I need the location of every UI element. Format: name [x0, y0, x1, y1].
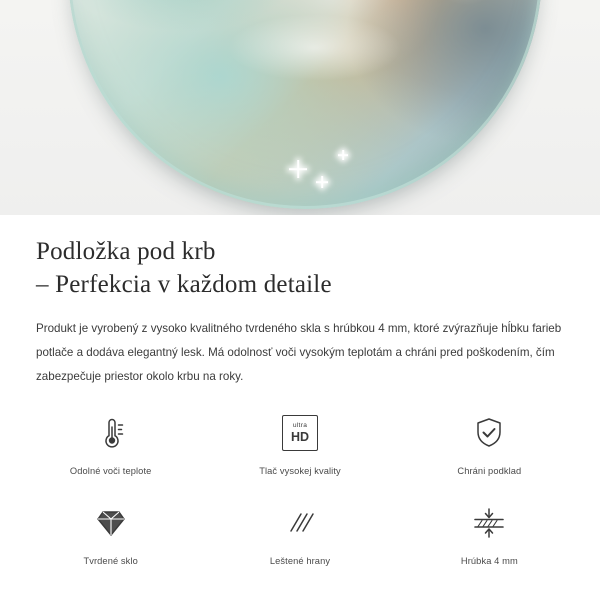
feature-label: Leštené hrany [269, 556, 331, 567]
page-title [36, 235, 564, 301]
feature-label: Tvrdené sklo [83, 556, 138, 567]
feature-label: Odolné voči teplote [69, 466, 152, 477]
thermometer-icon [91, 410, 131, 456]
glass-board-image [68, 0, 542, 209]
feature-item-surface-protection [395, 410, 584, 476]
feature-row-bottom [16, 500, 584, 566]
feature-label: Tlač vysokej kvality [259, 466, 341, 477]
feature-item-temperature [16, 410, 205, 476]
feature-item-thickness [395, 500, 584, 566]
diamond-icon [90, 500, 132, 546]
shield-check-icon [468, 410, 510, 456]
feature-label: Chráni podklad [457, 466, 522, 477]
description-paragraph: Produkt je vyrobený z vysoko kvalitného tvrdeného skla s hrúbkou 4 mm, ktoré zvýrazňuje hĺbku farieb potlače a dodáva elegantný lesk. Má odolnosť voči vysokým teplotám a chráni pred poškodením, čím zabezpečuje priestor okolo krbu na roky. [36, 322, 562, 383]
hero-image [0, 0, 600, 215]
polished-edges-icon [280, 500, 320, 546]
feature-item-polished-edges [205, 500, 394, 566]
thickness-icon [467, 500, 511, 546]
feature-item-print-quality [205, 410, 394, 476]
description-content [0, 215, 600, 388]
feature-label: Hrúbka 4 mm [460, 556, 518, 567]
feature-item-tempered-glass [16, 500, 205, 566]
feature-row-top [16, 410, 584, 476]
feature-grid [0, 410, 600, 566]
ultra-hd-icon: ultra HD [282, 410, 318, 456]
headline-line-2: – Perfekcia v každom detaile [36, 271, 332, 298]
headline-line-1: Podložka pod krb [36, 238, 216, 265]
